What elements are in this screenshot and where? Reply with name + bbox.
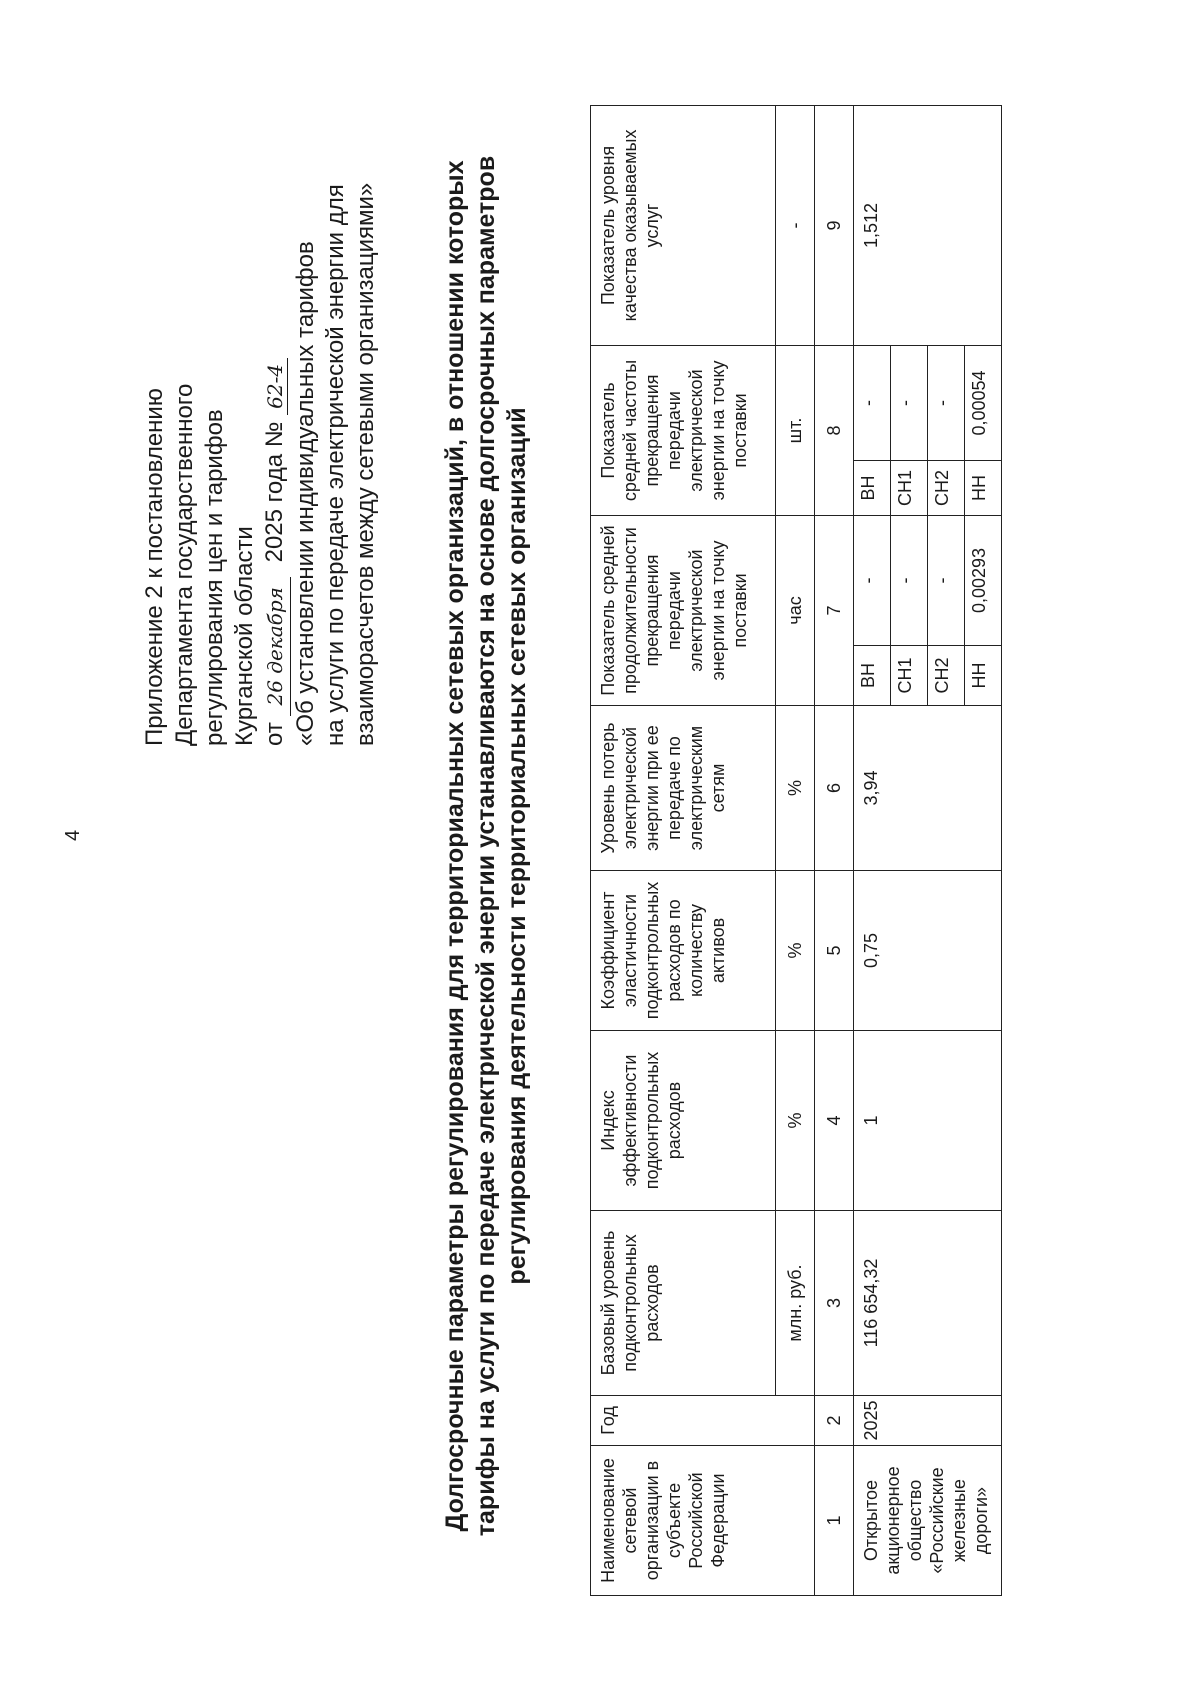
handwritten-number: 62-4 [263,358,288,415]
header-losses: Уровень потерь электрической энергии при ее передаче по электрическим сетям [591,706,776,871]
header-line: регулирования цен и тарифов [201,409,228,746]
cell-duration: - [891,515,928,645]
cell-duration: - [854,515,891,645]
column-number: 7 [815,515,854,705]
unit-losses: % [776,706,815,871]
table-column-numbers-row [815,105,854,1595]
header-line: Приложение 2 к постановлению [141,388,168,746]
cell-frequency: - [854,345,891,460]
parameters-table [590,105,1002,1596]
column-number: 6 [815,706,854,871]
cell-voltage-level: СН2 [928,646,965,706]
header-org-name: Наименование сетевой организации в субъекте Российской Федерации [591,1446,815,1596]
unit-frequency: шт. [776,345,815,515]
year-text: 2025 года № [261,421,288,563]
title-line: тарифы на услуги по передаче электрической энергии устанавливаются на основе долгосрочных параметров [472,155,500,1537]
cell-duration: - [928,515,965,645]
cell-voltage-level: ВН [854,460,891,515]
cell-org-name: Открытое акционерное общество «Российские железные дороги» [854,1446,1002,1596]
unit-quality: - [776,105,815,345]
resolution-line: на услуги по передаче электрической энергии для [322,184,349,746]
column-number: 4 [815,1031,854,1211]
column-number: 9 [815,105,854,345]
cell-duration: 0,00293 [965,515,1002,645]
column-number: 8 [815,345,854,515]
header-line: Департамента государственного [171,383,198,746]
cell-frequency: 0,00054 [965,345,1002,460]
table-row [854,105,891,1595]
cell-voltage-level: НН [965,646,1002,706]
unit-base-level: млн. руб. [776,1211,815,1396]
column-number: 1 [815,1446,854,1596]
date-prefix: от [261,722,288,746]
cell-elasticity: 0,75 [854,871,1002,1031]
cell-frequency: - [928,345,965,460]
cell-voltage-level: СН1 [891,646,928,706]
header-frequency: Показатель средней частоты прекращения передачи электрической энергии на точку поставки [591,345,776,515]
cell-efficiency-index: 1 [854,1031,1002,1211]
cell-voltage-level: СН2 [928,460,965,515]
date-field [260,577,291,715]
unit-efficiency-index: % [776,1031,815,1211]
title-line: регулирования деятельности территориальных сетевых организаций [503,407,531,1285]
header-duration: Показатель средней продолжительности прекращения передачи электрической энергии на точку поставки [591,515,776,705]
header-elasticity: Коэффициент эластичности подконтрольных расходов по количеству активов [591,871,776,1031]
page-number: 4 [62,829,84,841]
unit-duration: час [776,515,815,705]
title-line: Долгосрочные параметры регулирования для территориальных сетевых организаций, в отношении которых [441,160,469,1532]
cell-quality: 1,512 [854,105,1002,345]
column-number: 5 [815,871,854,1031]
cell-voltage-level: ВН [854,646,891,706]
header-efficiency-index: Индекс эффективности подконтрольных расходов [591,1031,776,1211]
document-title [440,96,533,1596]
resolution-line: взаиморасчетов между сетевыми организациями» [352,182,379,746]
column-number: 3 [815,1211,854,1396]
cell-frequency: - [891,345,928,460]
table-header-row [591,105,776,1595]
cell-voltage-level: СН1 [891,460,928,515]
resolution-line: «Об установлении индивидуальных тарифов [292,241,319,746]
cell-base-level: 116 654,32 [854,1211,1002,1396]
header-quality: Показатель уровня качества оказываемых услуг [591,105,776,345]
header-base-level: Базовый уровень подконтрольных расходов [591,1211,776,1396]
header-year: Год [591,1396,815,1446]
column-number: 2 [815,1396,854,1446]
cell-voltage-level: НН [965,460,1002,515]
header-date-line [260,46,291,746]
handwritten-date: 26 декабря [263,587,287,706]
unit-elasticity: % [776,871,815,1031]
appendix-header [140,46,381,746]
header-line: Курганской области [231,526,258,746]
cell-year: 2025 [854,1396,1002,1446]
cell-losses: 3,94 [854,706,1002,871]
table-units-row [776,105,815,1595]
